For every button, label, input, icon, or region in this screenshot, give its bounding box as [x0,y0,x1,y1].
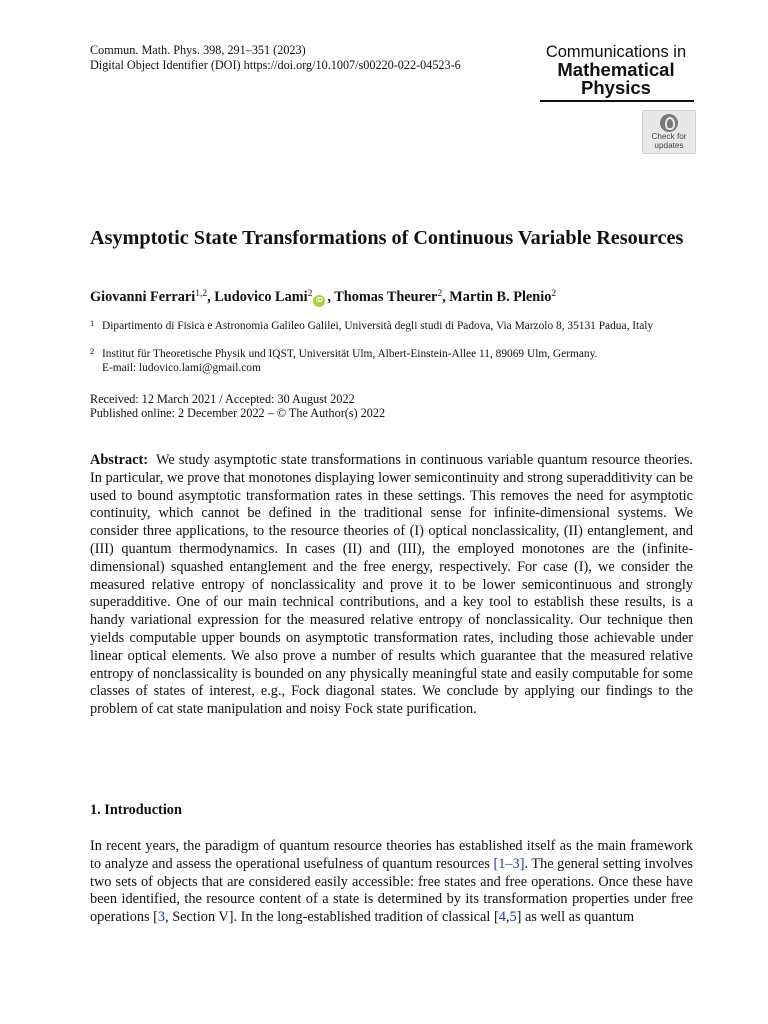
author-name: Giovanni Ferrari [90,289,196,305]
check-label-2: updates [654,140,684,150]
doi-line[interactable]: Digital Object Identifier (DOI) https://doi.org/10.1007/s00220-022-04523-6 [90,58,461,72]
author-name: Martin B. Plenio [449,289,552,305]
author-affil-sup: 2 [551,289,557,299]
citation-link[interactable]: [1–3] [493,855,525,872]
check-label-1: Check for [651,132,687,141]
received-accepted: Received: 12 March 2021 / Accepted: 30 August 2022 [90,392,355,406]
section-heading: 1. Introduction [90,802,182,818]
affiliation-2 [90,347,702,361]
email-address[interactable]: E-mail: ludovico.lami@gmail.com [102,362,261,374]
intro-paragraph: In recent years, the paradigm of quantum resource theories has established itself as the main framework to analyze and assess the operational usefulness of quantum resources [1–3]. The general setting involves two sets of objects that are considered easily accessible: free states and free operations. Once these have been identified, the resource content of a state is determined by its transformation properties under free operations [3, Section V]. In the long-established tradition of classical [4,5] as well as quantum [90,838,693,926]
author-affil-sup: 2 [307,289,313,299]
journal-citation: Commun. Math. Phys. 398, 291–351 (2023) [90,43,306,57]
paper-title: Asymptotic State Transformations of Continuous Variable Resources [90,227,684,249]
orcid-icon[interactable]: iD [313,295,325,307]
citation-link[interactable]: 3 [157,909,166,926]
journal-logo [538,44,694,97]
affiliation-number: 2 [90,346,95,356]
abstract-label: Abstract: [90,452,148,468]
author-affil-sup: 1,2 [195,289,208,299]
affiliation-number: 1 [90,318,95,328]
citation-link[interactable]: 4 [498,909,506,926]
affiliation-1 [90,319,702,347]
affiliation-email [90,361,702,375]
published-online: Published online: 2 December 2022 – © The Author(s) 2022 [90,406,386,420]
citation-header [90,43,461,73]
check-for-updates-badge[interactable] [642,110,696,154]
journal-name-line1: Communications in [545,43,687,61]
journal-name-line2: Mathematical [557,59,675,80]
journal-name-line3: Physics [581,77,651,98]
citation-link[interactable]: 5 [509,909,517,926]
bookmark-icon [660,114,678,132]
publication-dates [90,392,385,420]
abstract [90,452,693,719]
author-list: Giovanni Ferrari$^{1,2}$, Ludovico Lami$^2$iD , Thomas Theurer$^2$, Martin B. Plenio$^2$ [90,289,557,305]
author-affil-sup: 2 [437,289,443,299]
author-name: Ludovico Lami [214,289,308,305]
journal-divider [540,100,694,102]
author-name: Thomas Theurer [334,289,438,305]
affiliation-text: Dipartimento di Fisica e Astronomia Galileo Galilei, Università degli studi di Padova, Via Marzolo 8, 35131 Padua, Italy [102,320,654,332]
affiliation-text: Institut für Theoretische Physik und IQST, Universität Ulm, Albert-Einstein-Allee 11, 89069 Ulm, Germany. [102,348,598,360]
abstract-text: We study asymptotic state transformations in continuous variable quantum resource theories. In particular, we prove that monotones displaying lower semicontinuity and strong superadditivity can be used to bound asymptotic transformation rates in these settings. This removes the need for asymptotic continuity, which cannot be defined in the traditional sense for infinite-dimensional systems. We consider three applications, to the resource theories of (I) optical nonclassicality, (II) entanglement, and (III) quantum thermodynamics. In cases (II) and (III), the employed monotones are the (infinite-dimensional) squashed entanglement and the free energy, respectively. For case (I), we consider the measured relative entropy of nonclassicality and prove it to be lower semicontinuous and strongly superadditive. One of our main technical contributions, and a key tool to establish these results, is a handy variational expression for the measured relative entropy of nonclassicality. Our technique then yields computable upper bounds on asymptotic transformation rates, including those achievable under linear optical elements. We also prove a number of results which guarantee that the measured relative entropy of nonclassicality is bounded on any physically meaningful state and easily computable for some classes of states of interest, e.g., Fock diagonal states. We conclude by applying our findings to the problem of cat state manipulation and noisy Fock state purification. [90,452,694,718]
